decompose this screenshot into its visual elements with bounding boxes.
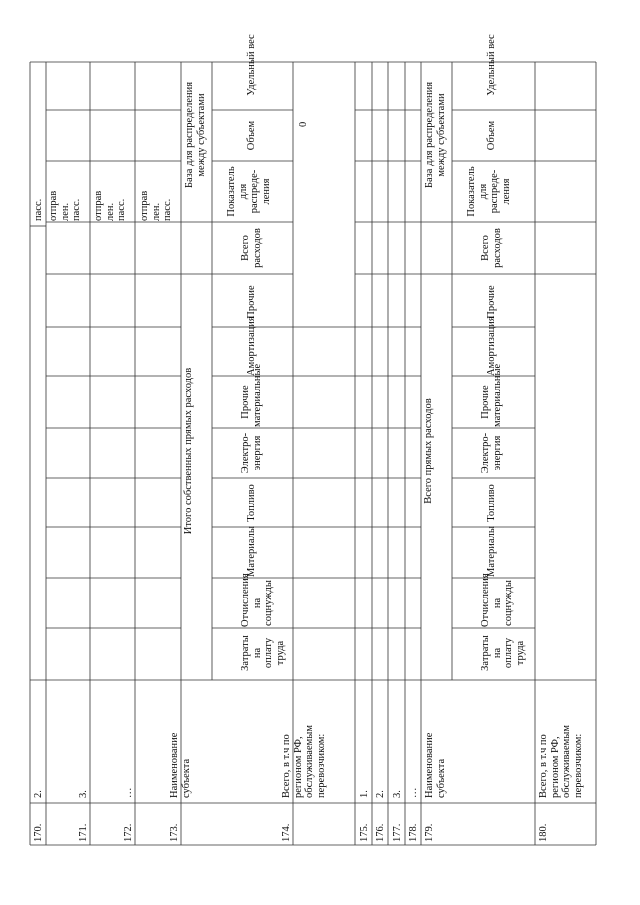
row-number-176: 176.	[375, 823, 386, 842]
g1-col-other-materials: Прочие материальные	[240, 363, 263, 427]
row-name-179: Наименование субъекта	[424, 732, 447, 798]
g2-col-share: Удельный вес	[486, 34, 497, 96]
g2-col-depreciation: Амортизация	[486, 316, 497, 376]
row-number-173: 173.	[169, 823, 180, 842]
row-number-175: 175.	[359, 823, 370, 842]
g1-col-energy: Электро- энергия	[240, 432, 263, 474]
g1-col-other: Прочие	[246, 285, 257, 319]
row-name-175: 1.	[359, 790, 370, 798]
row-number-172: 172.	[123, 823, 134, 842]
row-name-170: 2.	[33, 790, 44, 798]
g1-col-depreciation: Амортизация	[246, 316, 257, 376]
row-number-174: 174.	[281, 823, 292, 842]
g2-col-energy: Электро- энергия	[480, 432, 503, 474]
g2-col-other-materials: Прочие материальные	[480, 363, 503, 427]
row-name-176: 2.	[375, 790, 386, 798]
g2-col-labor: Затраты на оплату труда	[480, 635, 526, 671]
group2-title: Всего прямых расходов	[423, 398, 434, 504]
row-number-178: 178.	[408, 823, 419, 842]
row-name-172: …	[123, 787, 134, 798]
g1-col-indicator: Показатель для распреде- ления	[226, 166, 272, 217]
unit-170: отправ лен. пасс.	[48, 190, 82, 221]
unit-171: отправ лен. пасс.	[93, 190, 127, 221]
g2-col-total: Всего расходов	[480, 228, 503, 268]
g2-col-materials: Материалы	[486, 526, 497, 577]
row-number-180: 180.	[538, 823, 549, 842]
group1-title: Итого собственных прямых расходов	[183, 367, 194, 535]
g1-col-labor: Затраты на оплату труда	[240, 635, 286, 671]
row-name-173: Наименование субъекта	[169, 732, 192, 798]
share-value-174: 0	[298, 121, 309, 127]
row-number-170: 170.	[33, 823, 44, 842]
g2-col-volume: Объем	[486, 120, 497, 151]
row-name-177: 3.	[392, 790, 403, 798]
g2-col-fuel: Топливо	[486, 484, 497, 522]
g2-col-other: Прочие	[486, 285, 497, 319]
row-name-174: Всего, в т.ч по регионом РФ, обслуживаемым перевозчиком:	[281, 725, 327, 798]
g1-col-materials: Материалы	[246, 526, 257, 577]
unit-top: пасс.	[33, 198, 44, 221]
unit-172: отправ лен. пасс.	[139, 190, 173, 221]
row-number-177: 177.	[392, 823, 403, 842]
g2-col-indicator: Показатель для распреде- ления	[466, 166, 512, 217]
g1-col-total: Всего расходов	[240, 228, 263, 268]
g1-col-social: Отчисления на соцнужды	[240, 573, 274, 627]
group1-base-title: База для распределения между субъектами	[184, 81, 207, 189]
row-name-180: Всего, в т.ч по регионом РФ, обслуживаемым перевозчиком:	[538, 725, 584, 798]
row-number-179: 179.	[424, 823, 435, 842]
row-name-178: …	[408, 787, 419, 798]
g2-col-social: Отчисления на соцнужды	[480, 573, 514, 627]
g1-col-volume: Объем	[246, 120, 257, 151]
g1-col-share: Удельный вес	[246, 34, 257, 96]
row-number-171: 171.	[78, 823, 89, 842]
group2-base-title: База для распределения между субъектами	[424, 81, 447, 189]
g1-col-fuel: Топливо	[246, 484, 257, 522]
row-name-171: 3.	[78, 790, 89, 798]
